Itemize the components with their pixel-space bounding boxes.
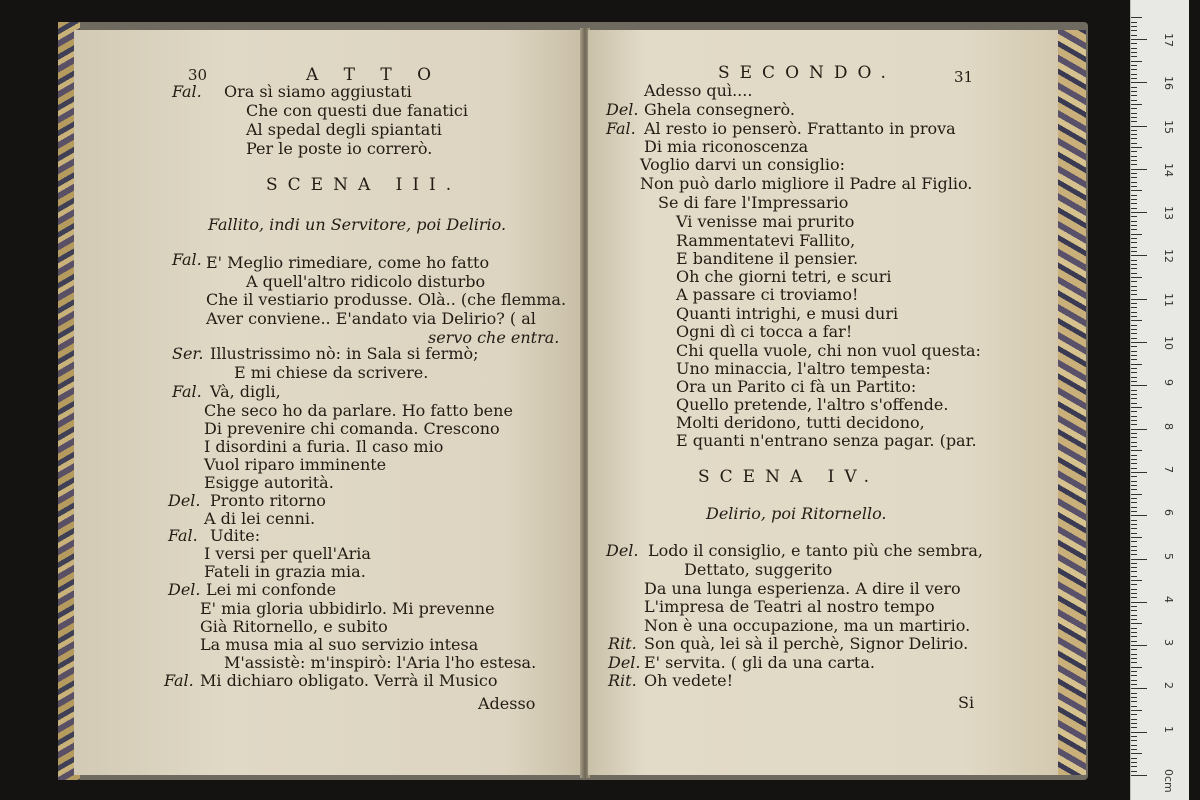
ruler-tick — [1131, 407, 1142, 408]
ruler-tick — [1131, 606, 1137, 607]
ruler-tick — [1131, 740, 1137, 741]
ruler-tick — [1131, 450, 1142, 451]
ruler-tick — [1131, 299, 1147, 300]
ruler-tick — [1131, 502, 1137, 503]
speaker-label: Rit. — [608, 671, 637, 690]
running-head: A T T O — [306, 65, 442, 85]
ruler-tick — [1131, 511, 1137, 512]
text-line: Udite: — [210, 526, 261, 545]
ruler-tick — [1131, 641, 1137, 642]
ruler-tick — [1131, 528, 1137, 529]
catchword: Si — [958, 693, 975, 712]
ruler-tick — [1131, 602, 1147, 603]
ruler-tick — [1131, 30, 1137, 31]
text-line: Ghela consegnerò. — [644, 100, 795, 119]
ruler-tick — [1131, 684, 1137, 685]
ruler-tick — [1131, 212, 1147, 213]
ruler-label: 17 — [1162, 32, 1175, 47]
text-line: E banditene il pensier. — [676, 249, 859, 268]
text-line: La musa mia al suo servizio intesa — [200, 635, 479, 654]
text-line: Quanti intrighi, e musi duri — [676, 304, 899, 323]
ruler-tick — [1131, 251, 1137, 252]
text-line: A passare ci troviamo! — [676, 285, 859, 304]
ruler-tick — [1131, 485, 1137, 486]
scene-heading: SCENA III. — [266, 175, 462, 195]
ruler-tick — [1131, 723, 1137, 724]
text-line: M'assistè: m'inspirò: l'Aria l'ho estesa. — [224, 653, 537, 672]
ruler-tick — [1131, 364, 1142, 365]
ruler-tick — [1131, 108, 1137, 109]
ruler-tick — [1131, 221, 1137, 222]
ruler-tick — [1131, 43, 1137, 44]
ruler-tick — [1131, 559, 1147, 560]
ruler-tick — [1131, 342, 1147, 343]
ruler-tick — [1131, 658, 1137, 659]
ruler-label: 5 — [1162, 552, 1175, 560]
ruler-tick — [1131, 247, 1137, 248]
text-line: Per le poste io correrò. — [246, 139, 433, 158]
text-line: Di prevenire chi comanda. Crescono — [204, 419, 500, 438]
ruler-tick — [1131, 156, 1137, 157]
text-line: Che seco ho da parlare. Ho fatto bene — [204, 401, 513, 420]
speaker-label: Fal. — [172, 82, 202, 101]
text-line: E' mia gloria ubbidirlo. Mi prevenne — [200, 599, 495, 618]
ruler-tick — [1131, 693, 1137, 694]
ruler-tick — [1131, 316, 1137, 317]
ruler-tick — [1131, 117, 1137, 118]
ruler-tick — [1131, 260, 1137, 261]
text-line: Lei mi confonde — [206, 580, 337, 599]
ruler-label: 11 — [1162, 292, 1175, 307]
ruler-tick — [1131, 437, 1137, 438]
ruler-tick — [1131, 329, 1137, 330]
ruler-tick — [1131, 242, 1137, 243]
ruler-tick — [1131, 429, 1147, 430]
ruler-tick — [1131, 190, 1142, 191]
speaker-label: Fal. — [172, 250, 202, 269]
ruler-tick — [1131, 515, 1147, 516]
ruler-tick — [1131, 632, 1137, 633]
scene-characters: Fallito, indi un Servitore, poi Delirio. — [208, 215, 507, 234]
text-line: Se di fare l'Impressario — [658, 193, 849, 212]
ruler-label: 3 — [1162, 639, 1175, 647]
text-line: E' Meglio rimediare, come ho fatto — [206, 253, 490, 272]
ruler-tick — [1131, 290, 1137, 291]
ruler-label: 2 — [1162, 682, 1175, 690]
ruler-tick — [1131, 507, 1137, 508]
speaker-label: Del. — [168, 491, 201, 510]
ruler-tick — [1131, 610, 1137, 611]
text-line: A di lei cenni. — [204, 509, 316, 528]
ruler-tick — [1131, 160, 1137, 161]
ruler-tick — [1131, 351, 1137, 352]
text-line: Rammentatevi Fallito, — [676, 231, 856, 250]
ruler-tick — [1131, 173, 1137, 174]
ruler-tick — [1131, 753, 1142, 754]
ruler-label: 0cm — [1162, 769, 1175, 793]
ruler-tick — [1131, 320, 1142, 321]
ruler-tick — [1131, 113, 1137, 114]
ruler-tick — [1131, 398, 1137, 399]
running-head: SECONDO. — [718, 63, 896, 83]
ruler-tick — [1131, 134, 1137, 135]
text-line: Illustrissimo nò: in Sala si fermò; — [210, 344, 479, 363]
ruler-tick — [1131, 537, 1142, 538]
text-line: Vi venisse mai prurito — [676, 212, 855, 231]
ruler-tick — [1131, 65, 1137, 66]
ruler-label: 8 — [1162, 422, 1175, 430]
text-line: Vuol riparo imminente — [204, 455, 387, 474]
text-line: Di mia riconoscenza — [644, 137, 809, 156]
ruler-label: 9 — [1162, 379, 1175, 387]
ruler-tick — [1131, 636, 1137, 637]
ruler-tick — [1131, 719, 1137, 720]
ruler-tick — [1131, 87, 1137, 88]
text-line: Ogni dì ci tocca a far! — [676, 322, 853, 341]
text-line: Son quà, lei sà il perchè, Signor Delirio. — [644, 634, 969, 653]
text-line: Ora un Parito ci fà un Partito: — [676, 377, 917, 396]
ruler-tick — [1131, 424, 1137, 425]
ruler-label: 10 — [1162, 336, 1175, 350]
ruler-tick — [1131, 576, 1137, 577]
ruler-tick — [1131, 442, 1137, 443]
ruler-tick — [1131, 130, 1137, 131]
ruler-tick — [1131, 623, 1142, 624]
ruler-tick — [1131, 667, 1142, 668]
ruler-tick — [1131, 654, 1137, 655]
ruler-tick — [1131, 762, 1137, 763]
ruler-tick — [1131, 524, 1137, 525]
text-line: Chi quella vuole, chi non vuol questa: — [676, 341, 981, 360]
ruler-tick — [1131, 377, 1137, 378]
text-line: Al spedal degli spiantati — [246, 120, 442, 139]
catchword: Adesso — [478, 694, 536, 713]
ruler-tick — [1131, 325, 1137, 326]
ruler-tick — [1131, 177, 1137, 178]
ruler-label: 12 — [1162, 249, 1175, 264]
ruler-tick — [1131, 745, 1137, 746]
ruler-tick — [1131, 675, 1137, 676]
ruler-tick — [1131, 554, 1137, 555]
ruler-label: 15 — [1162, 119, 1175, 134]
ruler-tick — [1131, 688, 1147, 689]
ruler-tick — [1131, 481, 1137, 482]
ruler-tick — [1131, 494, 1142, 495]
ruler-tick — [1131, 394, 1137, 395]
ruler-tick — [1131, 22, 1137, 23]
text-line: L'impresa de Teatri al nostro tempo — [644, 597, 935, 616]
ruler-tick — [1131, 710, 1142, 711]
ruler-tick — [1131, 303, 1137, 304]
speaker-label: Del. — [606, 541, 639, 560]
text-line: Molti deridono, tutti decidono, — [676, 413, 925, 432]
speaker-label: Fal. — [172, 382, 202, 401]
ruler-tick — [1131, 766, 1137, 767]
ruler-tick — [1131, 126, 1147, 127]
text-line: Che con questi due fanatici — [246, 101, 468, 120]
ruler-tick — [1131, 714, 1137, 715]
text-line: Lodo il consiglio, e tanto più che sembra, — [648, 541, 983, 560]
text-line: Voglio darvi un consiglio: — [640, 155, 846, 174]
ruler-tick — [1131, 203, 1137, 204]
ruler-tick — [1131, 455, 1137, 456]
ruler-tick — [1131, 615, 1137, 616]
text-line: Oh vedete! — [644, 671, 734, 690]
ruler-tick — [1131, 446, 1137, 447]
ruler-label: 13 — [1162, 206, 1175, 221]
ruler-tick — [1131, 533, 1137, 534]
ruler-tick — [1131, 749, 1137, 750]
ruler-tick — [1131, 381, 1137, 382]
ruler-tick — [1131, 286, 1137, 287]
ruler-tick — [1131, 234, 1142, 235]
ruler-label: 14 — [1162, 162, 1175, 177]
measuring-ruler — [1130, 0, 1189, 800]
ruler-tick — [1131, 138, 1137, 139]
ruler-tick — [1131, 775, 1147, 776]
ruler-tick — [1131, 736, 1137, 737]
ruler-tick — [1131, 143, 1137, 144]
ruler-tick — [1131, 312, 1137, 313]
page-number: 30 — [188, 66, 208, 84]
ruler-tick — [1131, 359, 1137, 360]
ruler-tick — [1131, 489, 1137, 490]
ruler-tick — [1131, 91, 1137, 92]
ruler-tick — [1131, 463, 1137, 464]
scene-characters: Delirio, poi Ritornello. — [706, 504, 887, 523]
ruler-tick — [1131, 416, 1137, 417]
ruler-tick — [1131, 541, 1137, 542]
ruler-tick — [1131, 459, 1137, 460]
text-line: Uno minaccia, l'altro tempesta: — [676, 359, 931, 378]
ruler-tick — [1131, 121, 1137, 122]
text-line: E quanti n'entrano senza pagar. (par. — [676, 431, 977, 450]
ruler-tick — [1131, 17, 1142, 18]
ruler-tick — [1131, 268, 1137, 269]
text-line: Và, digli, — [210, 382, 281, 401]
ruler-tick — [1131, 95, 1137, 96]
ruler-tick — [1131, 593, 1137, 594]
ruler-tick — [1131, 229, 1137, 230]
ruler-tick — [1131, 100, 1137, 101]
text-line: Al resto io penserò. Frattanto in prova — [644, 119, 956, 138]
ruler-tick — [1131, 433, 1137, 434]
ruler-tick — [1131, 645, 1147, 646]
scene-heading: SCENA IV. — [698, 467, 880, 487]
text-line: Da una lunga esperienza. A dire il vero — [644, 579, 961, 598]
ruler-tick — [1131, 368, 1137, 369]
ruler-tick — [1131, 255, 1147, 256]
ruler-tick — [1131, 264, 1137, 265]
text-line: I disordini a furia. Il caso mio — [204, 437, 444, 456]
ruler-tick — [1131, 199, 1137, 200]
ruler-tick — [1131, 346, 1137, 347]
ruler-tick — [1131, 238, 1137, 239]
ruler-label: 1 — [1162, 725, 1175, 733]
text-line: Che il vestiario produsse. Olà.. (che flemma. — [206, 290, 567, 309]
ruler-tick — [1131, 671, 1137, 672]
ruler-tick — [1131, 390, 1137, 391]
ruler-tick — [1131, 35, 1137, 36]
ruler-tick — [1131, 26, 1137, 27]
ruler-tick — [1131, 338, 1137, 339]
text-line: Non è una occupazione, ma un martirio. — [644, 616, 971, 635]
ruler-tick — [1131, 195, 1137, 196]
text-line: Ora sì siamo aggiustati — [224, 82, 412, 101]
text-line: Esigge autorità. — [204, 473, 334, 492]
ruler-tick — [1131, 39, 1147, 40]
text-line: Non può darlo migliore il Padre al Figlio. — [640, 174, 973, 193]
speaker-label: Fal. — [606, 119, 636, 138]
ruler-tick — [1131, 182, 1137, 183]
stage-direction: servo che entra. — [428, 328, 560, 347]
ruler-tick — [1131, 61, 1142, 62]
ruler-tick — [1131, 48, 1137, 49]
ruler-tick — [1131, 563, 1137, 564]
marbled-edge-right — [1058, 30, 1086, 775]
ruler-tick — [1131, 273, 1137, 274]
ruler-tick — [1131, 307, 1137, 308]
ruler-tick — [1131, 164, 1137, 165]
ruler-tick — [1131, 476, 1137, 477]
text-line: Quello pretende, l'altro s'offende. — [676, 395, 949, 414]
text-line: I versi per quell'Aria — [204, 544, 371, 563]
ruler-label: 6 — [1162, 509, 1175, 517]
ruler-tick — [1131, 403, 1137, 404]
ruler-tick — [1131, 546, 1137, 547]
ruler-tick — [1131, 597, 1137, 598]
ruler-tick — [1131, 74, 1137, 75]
ruler-tick — [1131, 727, 1137, 728]
ruler-tick — [1131, 52, 1137, 53]
text-line: Dettato, suggerito — [684, 560, 833, 579]
ruler-tick — [1131, 169, 1147, 170]
page-number: 31 — [954, 68, 974, 86]
text-line: A quell'altro ridicolo disturbo — [246, 272, 486, 291]
ruler-tick — [1131, 732, 1147, 733]
ruler-tick — [1131, 758, 1137, 759]
ruler-tick — [1131, 294, 1137, 295]
speaker-label: Del. — [608, 653, 641, 672]
ruler-tick — [1131, 216, 1137, 217]
ruler-tick — [1131, 355, 1137, 356]
ruler-tick — [1131, 628, 1137, 629]
ruler-label: 7 — [1162, 465, 1175, 473]
ruler-tick — [1131, 680, 1137, 681]
text-line: Mi dichiaro obligato. Verrà il Musico — [200, 671, 498, 690]
speaker-label: Del. — [168, 580, 201, 599]
ruler-tick — [1131, 520, 1137, 521]
ruler-tick — [1131, 208, 1137, 209]
speaker-label: Ser. — [172, 344, 204, 363]
text-line: E' servita. ( gli da una carta. — [644, 653, 875, 672]
text-line: Fateli in grazia mia. — [204, 562, 366, 581]
ruler-tick — [1131, 580, 1142, 581]
ruler-tick — [1131, 147, 1142, 148]
ruler-tick — [1131, 186, 1137, 187]
right-page — [588, 30, 1058, 775]
ruler-tick — [1131, 56, 1137, 57]
ruler-tick — [1131, 619, 1137, 620]
ruler-tick — [1131, 697, 1137, 698]
ruler-tick — [1131, 550, 1137, 551]
ruler-tick — [1131, 649, 1137, 650]
ruler-tick — [1131, 584, 1137, 585]
speaker-label: Fal. — [168, 526, 198, 545]
ruler-tick — [1131, 662, 1137, 663]
ruler-tick — [1131, 104, 1142, 105]
text-line: Pronto ritorno — [210, 491, 326, 510]
ruler-tick — [1131, 372, 1137, 373]
ruler-tick — [1131, 706, 1137, 707]
speaker-label: Del. — [606, 100, 639, 119]
ruler-tick — [1131, 225, 1137, 226]
ruler-tick — [1131, 701, 1137, 702]
ruler-tick — [1131, 333, 1137, 334]
text-line: Oh che giorni tetri, e scuri — [676, 267, 892, 286]
ruler-tick — [1131, 82, 1147, 83]
text-line: E mi chiese da scrivere. — [234, 363, 429, 382]
ruler-tick — [1131, 498, 1137, 499]
text-line: Adesso quì.... — [644, 81, 753, 100]
text-line: Già Ritornello, e subito — [200, 617, 388, 636]
ruler-tick — [1131, 420, 1137, 421]
ruler-tick — [1131, 78, 1137, 79]
ruler-tick — [1131, 771, 1137, 772]
speaker-label: Fal. — [164, 671, 194, 690]
ruler-tick — [1131, 567, 1137, 568]
ruler-tick — [1131, 385, 1147, 386]
ruler-tick — [1131, 472, 1147, 473]
ruler-tick — [1131, 151, 1137, 152]
ruler-tick — [1131, 277, 1142, 278]
ruler-label: 16 — [1162, 76, 1175, 91]
ruler-tick — [1131, 281, 1137, 282]
left-page — [74, 30, 582, 775]
ruler-tick — [1131, 589, 1137, 590]
ruler-tick — [1131, 69, 1137, 70]
ruler-label: 4 — [1162, 595, 1175, 603]
ruler-tick — [1131, 468, 1137, 469]
text-line: Aver conviene.. E'andato via Delirio? ( al — [206, 309, 536, 328]
ruler-tick — [1131, 411, 1137, 412]
speaker-label: Rit. — [608, 634, 637, 653]
ruler-tick — [1131, 571, 1137, 572]
